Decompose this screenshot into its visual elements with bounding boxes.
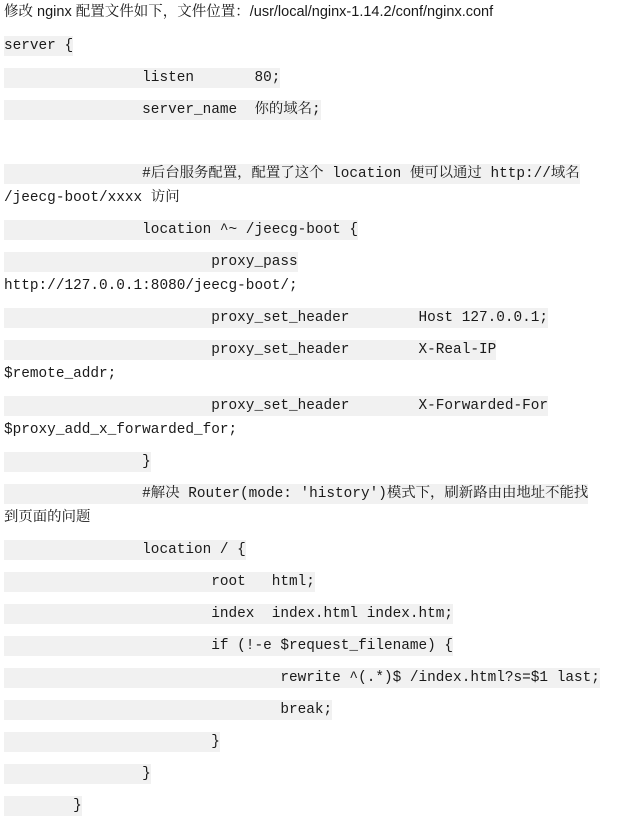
code-line (4, 364, 636, 384)
code-line-text: rewrite ^(.*)$ /index.html?s=$1 last; (4, 670, 600, 686)
code-line-text: server_name 你的域名; (4, 102, 321, 118)
code-line (4, 220, 636, 244)
code-line (4, 572, 636, 596)
code-line-text: } (4, 734, 220, 750)
code-line-text: /jeecg-boot/xxxx 访问 (4, 190, 180, 206)
code-line-text: proxy_set_header Host 127.0.0.1; (4, 310, 549, 326)
code-line-text: proxy_pass (4, 254, 298, 270)
code-line-text: #解决 Router(mode: 'history')模式下，刷新路由由地址不能找 (4, 486, 589, 502)
code-block (4, 36, 636, 820)
code-line-text: index index.html index.htm; (4, 606, 454, 622)
code-line (4, 396, 636, 416)
code-line-text: root html; (4, 574, 315, 590)
code-line-text: break; (4, 702, 333, 718)
code-line (4, 764, 636, 788)
code-line (4, 508, 636, 528)
code-line-text: $proxy_add_x_forwarded_for; (4, 422, 238, 438)
code-line-text: if (!-e $request_filename) { (4, 638, 454, 654)
code-line (4, 188, 636, 208)
code-line-text: } (4, 798, 82, 814)
code-line-text: proxy_set_header X-Real-IP (4, 342, 497, 358)
code-line-text: } (4, 766, 151, 782)
code-line-text: server { (4, 38, 74, 54)
code-line (4, 276, 636, 296)
code-line (4, 636, 636, 660)
code-line-text: proxy_set_header X-Forwarded-For (4, 398, 549, 414)
code-line-text: listen 80; (4, 70, 281, 86)
intro-text: 修改 nginx 配置文件如下，文件位置：/usr/local/nginx-1.14.2/conf/nginx.conf (4, 4, 494, 20)
code-line (4, 252, 636, 272)
code-line (4, 700, 636, 724)
code-line (4, 164, 636, 184)
code-line-text: http://127.0.0.1:8080/jeecg-boot/; (4, 278, 298, 294)
code-line-text: 到页面的问题 (4, 510, 91, 526)
code-line (4, 484, 636, 504)
code-line (4, 540, 636, 564)
code-line (4, 796, 636, 820)
code-line (4, 100, 636, 124)
code-line (4, 68, 636, 92)
code-line-text: location / { (4, 542, 246, 558)
code-line (4, 668, 636, 692)
code-line (4, 420, 636, 440)
code-line (4, 732, 636, 756)
code-line-text: #后台服务配置，配置了这个 location 便可以通过 http://域名 (4, 166, 580, 182)
code-line (4, 36, 636, 60)
code-line (4, 452, 636, 476)
code-line (4, 308, 636, 332)
code-line (4, 604, 636, 628)
code-line-text: $remote_addr; (4, 366, 117, 382)
code-line-text: } (4, 454, 151, 470)
code-line (4, 340, 636, 360)
code-line-text: location ^~ /jeecg-boot { (4, 222, 359, 238)
